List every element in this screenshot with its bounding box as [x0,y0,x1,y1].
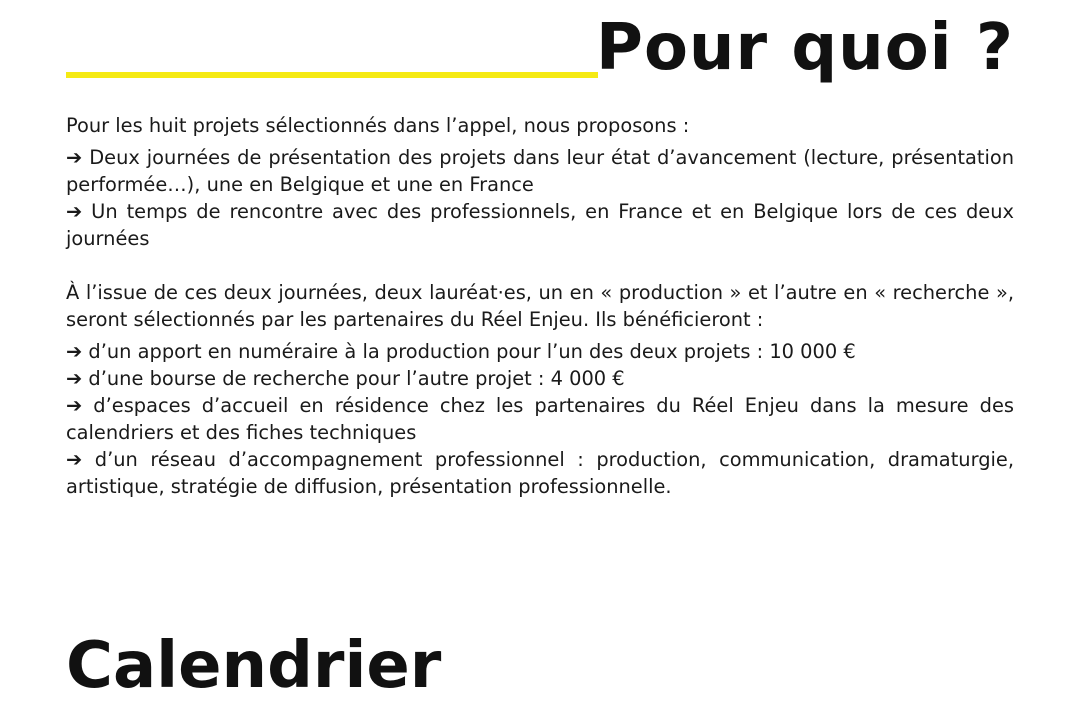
next-section-title: Calendrier [66,629,442,703]
list-item [66,338,1014,365]
list-item [66,392,1014,446]
offers-list [66,144,1014,252]
list-item-text: d’un apport en numéraire à la production pour l’un des deux projets : 10 000 € [88,340,856,363]
section-header [66,8,1014,88]
outcome-paragraph: À l’issue de ces deux journées, deux lauréat·es, un en « production » et l’autre en « recherche », seront sélectionnés par les partenaires du Réel Enjeu. Ils bénéficieront : [66,281,1014,331]
arrow-right-icon: ➔ [66,340,83,363]
list-item [66,198,1014,252]
list-item-text: d’espaces d’accueil en résidence chez les partenaires du Réel Enjeu dans la mesure des calendriers et des fiches techniques [66,394,1014,444]
section-title: Pour quoi ? [596,11,1014,85]
benefits-list [66,338,1014,500]
arrow-right-icon: ➔ [66,448,83,471]
list-item [66,446,1014,500]
accent-line [66,72,598,78]
arrow-right-icon: ➔ [66,367,83,390]
list-item-text: Un temps de rencontre avec des professionnels, en France et en Belgique lors de ces deux journées [66,200,1014,250]
intro-paragraph: Pour les huit projets sélectionnés dans l’appel, nous proposons : [66,114,690,137]
arrow-right-icon: ➔ [66,200,83,223]
arrow-right-icon: ➔ [66,394,83,417]
list-item-text: d’une bourse de recherche pour l’autre projet : 4 000 € [88,367,625,390]
section-body [66,112,1014,500]
arrow-right-icon: ➔ [66,146,83,169]
list-item [66,144,1014,198]
list-item-text: d’un réseau d’accompagnement professionnel : production, communication, dramaturgie, artistique, stratégie de diffusion, présentation professionnelle. [66,448,1015,498]
list-item-text: Deux journées de présentation des projets dans leur état d’avancement (lecture, présentation performée…), une en Belgique et une en France [66,146,1014,196]
paragraph-spacer [66,252,1014,279]
list-item [66,365,1014,392]
